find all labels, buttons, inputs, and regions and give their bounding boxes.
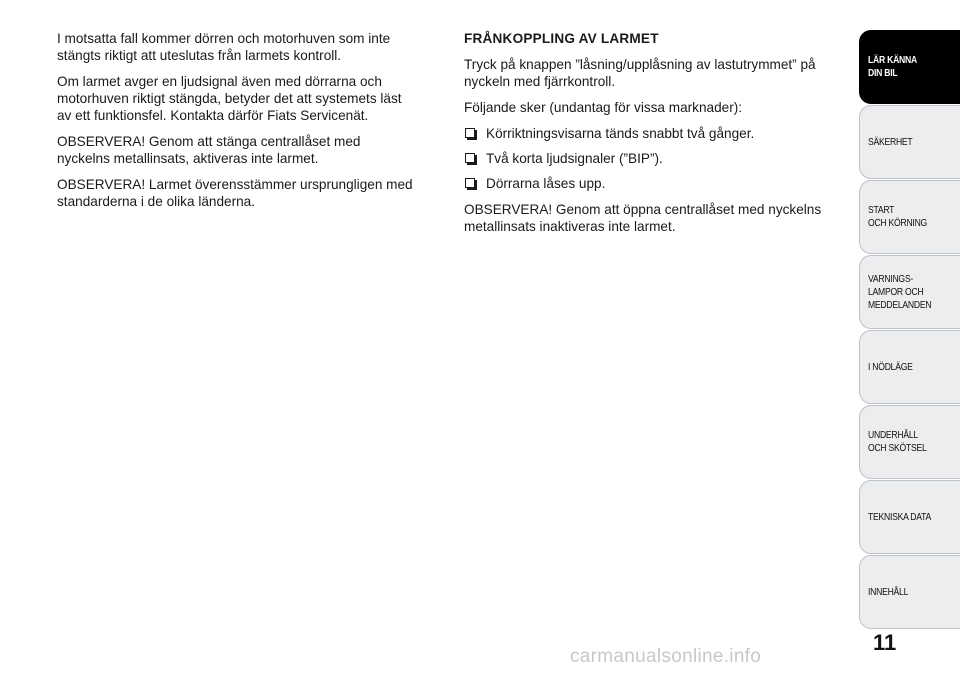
paragraph-malfunction: Om larmet avger en ljudsignal även med dörrarna och motorhuven riktigt stängda, betyder det att systemets läst av ett funktionsfel. Kontakta därför Fiats Servicenät.: [57, 74, 402, 123]
bullet-list: [464, 125, 829, 192]
tab-label: LÄR KÄNNA DIN BIL: [868, 54, 917, 79]
note-standards: OBSERVERA! Larmet överensstämmer ursprungligen med standarderna i de olika länderna.: [57, 177, 413, 209]
lead-paragraph: Följande sker (undantag för vissa marknader):: [464, 100, 743, 115]
left-column: [57, 30, 417, 219]
list-item: [464, 175, 829, 192]
tab-tekniska-data[interactable]: [859, 480, 960, 554]
right-column: [464, 30, 829, 244]
paragraph-door-exclusion: I motsatta fall kommer dörren och motorhuven som inte stängts riktigt att uteslutas från larmets kontroll.: [57, 31, 391, 63]
tab-innehall[interactable]: [859, 555, 960, 629]
tab-sakerhet[interactable]: [859, 105, 960, 179]
note-central-lock-close: OBSERVERA! Genom att stänga centrallåset med nyckelns metallinsats, aktiveras inte larmet.: [57, 134, 361, 166]
chapter-tabs: [859, 30, 960, 630]
page-number: 11: [873, 630, 897, 655]
watermark: carmanualsonline.info: [570, 646, 762, 667]
tab-start-och-korning[interactable]: [859, 180, 960, 254]
tab-underhall-och-skotsel[interactable]: [859, 405, 960, 479]
tab-label: TEKNISKA DATA: [868, 510, 931, 523]
section-heading: FRÅNKOPPLING AV LARMET: [464, 31, 659, 46]
tab-varningslampor[interactable]: [859, 255, 960, 329]
tab-label: VARNINGS- LAMPOR OCH MEDDELANDEN: [868, 272, 932, 311]
tab-label: INNEHÅLL: [868, 585, 909, 598]
tab-i-nodlage[interactable]: [859, 330, 960, 404]
checkbox-bullet-icon: [465, 178, 475, 188]
note-central-lock-open: OBSERVERA! Genom att öppna centrallåset med nyckelns metallinsats inaktiveras inte larmet.: [464, 202, 822, 234]
checkbox-bullet-icon: [465, 128, 475, 138]
list-item: [464, 150, 829, 167]
tab-label: UNDERHÅLL OCH SKÖTSEL: [868, 429, 927, 454]
checkbox-bullet-icon: [465, 153, 475, 163]
list-item-text: Två korta ljudsignaler (”BIP”).: [486, 151, 663, 166]
list-item-text: Körriktningsvisarna tänds snabbt två gånger.: [486, 126, 755, 141]
tab-label: START OCH KÖRNING: [868, 204, 928, 229]
tab-label: I NÖDLÄGE: [868, 360, 913, 373]
tab-lar-kanna-din-bil[interactable]: [859, 30, 960, 104]
list-item: [464, 125, 829, 142]
tab-label: SÄKERHET: [868, 135, 913, 148]
intro-paragraph: Tryck på knappen ”låsning/upplåsning av lastutrymmet” på nyckeln med fjärrkontroll.: [464, 57, 816, 89]
list-item-text: Dörrarna låses upp.: [486, 176, 606, 191]
